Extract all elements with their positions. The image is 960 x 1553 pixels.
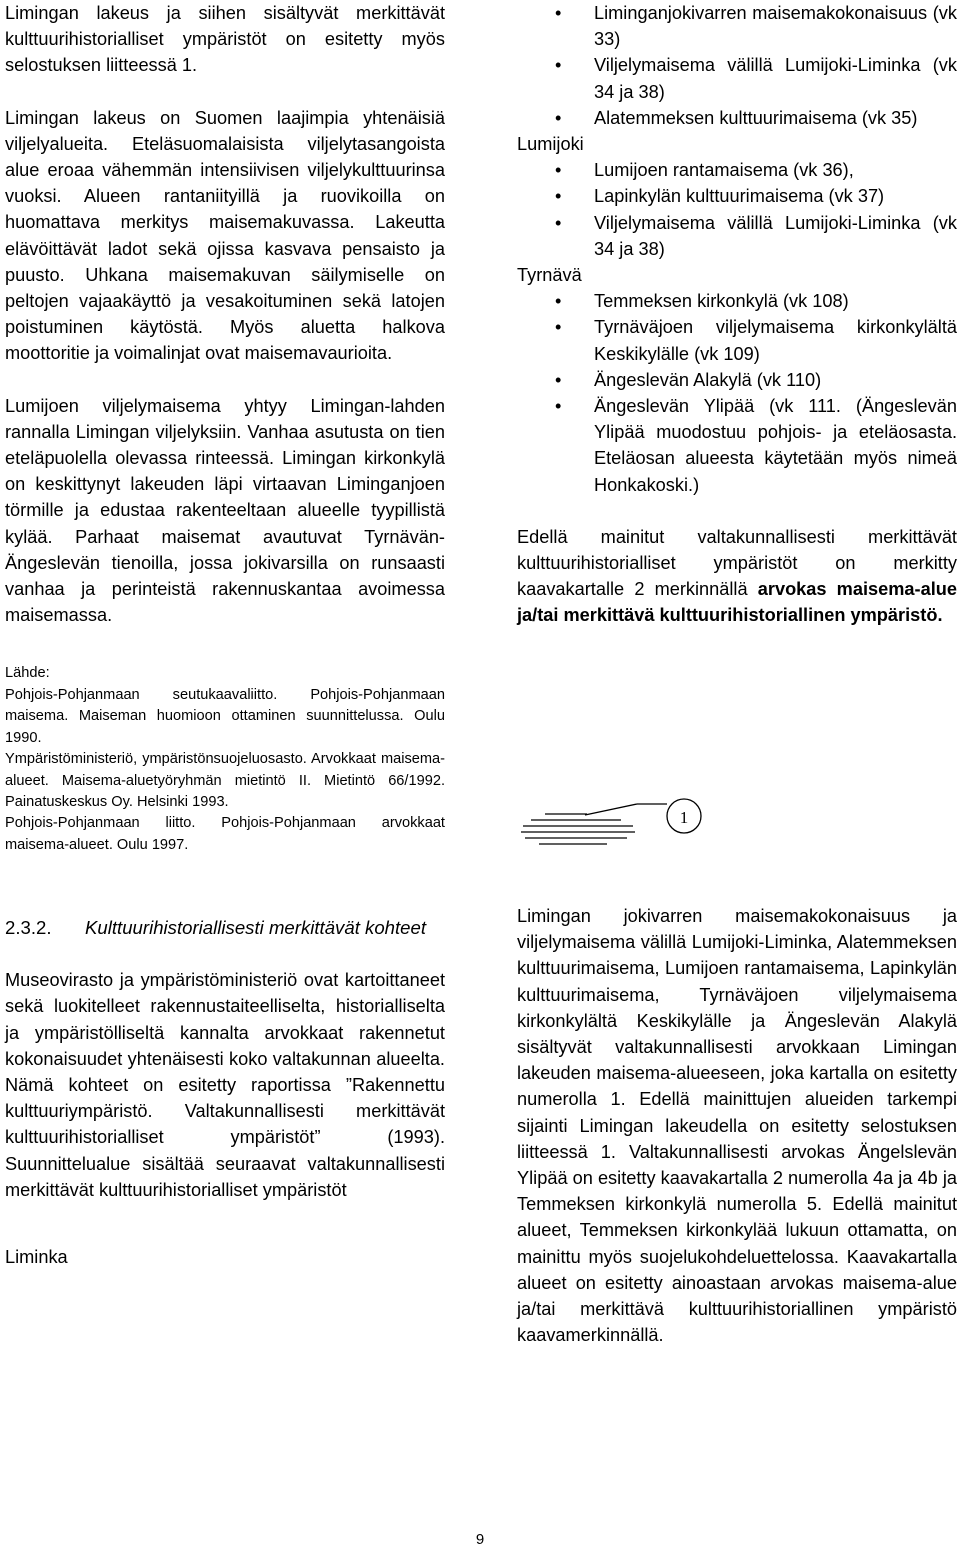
paragraph-jokivarsi-summary: Limingan jokivarren maisemakokonaisuus ja viljelymaisema välillä Lumijoki-Liminka, Alatemmeksen kulttuurimaisema, Lumijoen rantamaisema, Lapinkylän kulttuurimaisema, Tyrnäväjoen viljelymaisema kirkonkylältä Keskikylälle ja Ängeslevän Alakylä sisältyvät valtakunnallisesti arvokkaan Limingan lakeuden maisema-alueeseen, joka kartalla on esitetty numerolla 1. Edellä mainittujen alueiden tarkempi sijainti Limingan lakeudella on esitetty selostuksen liitteessä 1. Valtakunnallisesti arvokas Ängelslevän Ylipää on esitetty kaavakartalla 2 numerolla 4a ja 4b ja Temmeksen kirkonkylä numerolla 5. Edellä mainitut alueet, Temmeksen kirkonkylää lukuun ottamatta, on mainittu myös suojelukohdeluettelossa. Kaavakartalla alueet on esitetty ainoastaan arvokas maisema-alue ja/tai merkittävä kulttuurihistoriallinen ympäristö kaavamerkinnällä. bbox=[517, 906, 957, 1346]
section-heading bbox=[5, 914, 445, 941]
list-item: • Tyrnäväjoen viljelymaisema kirkonkylältä Keskikylälle (vk 109) bbox=[517, 314, 957, 366]
bullet-icon: • bbox=[555, 55, 562, 76]
source-entry: Pohjois-Pohjanmaan seutukaavaliitto. Pohjois-Pohjanmaan maisema. Maiseman huomioon ottaminen suunnittelussa. Oulu 1990. bbox=[5, 686, 445, 746]
liminka-list bbox=[517, 0, 957, 131]
sources-label: Lähde: bbox=[5, 665, 50, 682]
paragraph-museovirasto: Museovirasto ja ympäristöministeriö ovat kartoittaneet sekä luokitelleet rakennustaiteelliselta, historialliselta ja ympäristölliseltä kannalta arvokkaat rakennetut kokonaisuudet yhtenäisesti koko valtakunnan alueelta. Nämä kohteet on esitetty raportissa ”Rakennettu kulttuuriympäristö. Valtakunnallisesti merkittävät kulttuurihistorialliset ympäristöt” (1993). Suunnittelualue sisältää seuraavat valtakunnallisesti merkittävät kulttuurihistorialliset ympäristöt bbox=[5, 970, 445, 1200]
heading-liminka: Liminka bbox=[5, 1246, 68, 1267]
heading-lumijoki: Lumijoki bbox=[517, 134, 584, 155]
paragraph-liminka-intro: Limingan lakeus ja siihen sisältyvät merkittävät kulttuurihistorialliset ympäristöt on esitetty myös selostuksen liitteessä 1. bbox=[5, 3, 445, 76]
left-column bbox=[5, 0, 445, 1270]
list-item: • Lumijoen rantamaisema (vk 36), bbox=[517, 157, 957, 183]
section-number: 2.3.2. bbox=[5, 917, 52, 939]
bullet-icon: • bbox=[555, 3, 562, 23]
tyrnava-list bbox=[517, 288, 957, 498]
heading-tyrnava: Tyrnävä bbox=[517, 265, 582, 286]
bullet-icon: • bbox=[555, 160, 562, 181]
sources-block bbox=[5, 663, 445, 856]
source-entry: Ympäristöministeriö, ympäristönsuojeluosasto. Arvokkaat maisema-alueet. Maisema-aluetyöryhmän mietintö II. Mietintö 66/1992. Painatuskeskus Oy. Helsinki 1993. bbox=[5, 751, 445, 810]
right-column-lower bbox=[517, 903, 957, 1348]
bullet-icon: • bbox=[555, 291, 562, 312]
bullet-icon: • bbox=[555, 186, 562, 207]
section-title: Kulttuurihistoriallisesti merkittävät kohteet bbox=[85, 917, 427, 939]
bullet-icon: • bbox=[555, 107, 562, 128]
list-item: • Alatemmeksen kulttuurimaisema (vk 35) bbox=[517, 105, 957, 131]
bullet-icon: • bbox=[555, 212, 562, 233]
map-legend-symbol-icon bbox=[517, 796, 717, 856]
bullet-icon: • bbox=[555, 317, 562, 338]
list-item: • Lapinkylän kulttuurimaisema (vk 37) bbox=[517, 183, 957, 209]
list-item: • Liminganjokivarren maisemakokonaisuus (vk 33) bbox=[517, 0, 957, 52]
list-item: • Ängeslevän Ylipää (vk 111. (Ängeslevän Ylipää muodostuu pohjois- ja eteläosasta. Eteläosan alueesta käytetään myös nimeä Honkakoski.) bbox=[517, 393, 957, 498]
right-column bbox=[517, 0, 957, 629]
list-item: • Temmeksen kirkonkylä (vk 108) bbox=[517, 288, 957, 314]
source-entry: Pohjois-Pohjanmaan liitto. Pohjois-Pohjanmaan arvokkaat maisema-alueet. Oulu 1997. bbox=[5, 815, 445, 853]
list-item: • Viljelymaisema välillä Lumijoki-Liminka (vk 34 ja 38) bbox=[517, 210, 957, 262]
paragraph-lumijoki-description: Lumijoen viljelymaisema yhtyy Limingan-lahden rannalla Limingan viljelyksiin. Vanhaa asutusta on tien eteläpuolella olevassa rinteessä. Limingan kirkonkylä on keskittynyt lakeuden läpi virtaavan Liminganjoen törmille ja edustaa rakenteeltaan alueelle tyypillistä kylää. Parhaat maisemat avautuvat Tyrnävän-Ängeslevän tienoilla, jossa jokivarsilla on runsaasti vanhaa ja perinteistä rakennuskantaa avoimessa maisemassa. bbox=[5, 395, 445, 626]
map-marking-label: arvokas maisema-alue ja/tai merkittävä kulttuurihistoriallinen ympäristö. bbox=[517, 579, 957, 626]
list-item: • Viljelymaisema välillä Lumijoki-Liminka (vk 34 ja 38) bbox=[517, 52, 957, 104]
lumijoki-list bbox=[517, 157, 957, 262]
bullet-icon: • bbox=[555, 396, 562, 417]
page-number: 9 bbox=[475, 1531, 485, 1548]
legend-number: 1 bbox=[679, 808, 689, 827]
list-item: • Ängeslevän Alakylä (vk 110) bbox=[517, 367, 957, 393]
paragraph-lakeus-description: Limingan lakeus on Suomen laajimpia yhtenäisiä viljelyalueita. Eteläsuomalaisista viljelytasangoista alue eroaa vähemmän intensiivisen viljelykulttuurinsa vuoksi. Alueen rantaniityillä ja ruovikoilla on huomattava merkitys maisemakuvassa. Lakeutta elävöittävät ladot sekä ojissa kasvava pensaisto ja puusto. Uhkana maisemakuvan säilymiselle on peltojen vajaakäyttö ja vesakoituminen sekä latojen poistuminen käytöstä. Myös aluetta halkova moottoritie ja voimalinjat ovat maisemavaurioita. bbox=[5, 107, 445, 364]
paragraph-map-marking: Edellä mainitut valtakunnallisesti merkittävät kulttuurihistorialliset ympäristöt on merkitty kaavakartalle 2 merkinnällä arvokas maisema-alue ja/tai merkittävä kulttuurihistoriallinen ympäristö. bbox=[517, 526, 957, 626]
bullet-icon: • bbox=[555, 369, 562, 390]
